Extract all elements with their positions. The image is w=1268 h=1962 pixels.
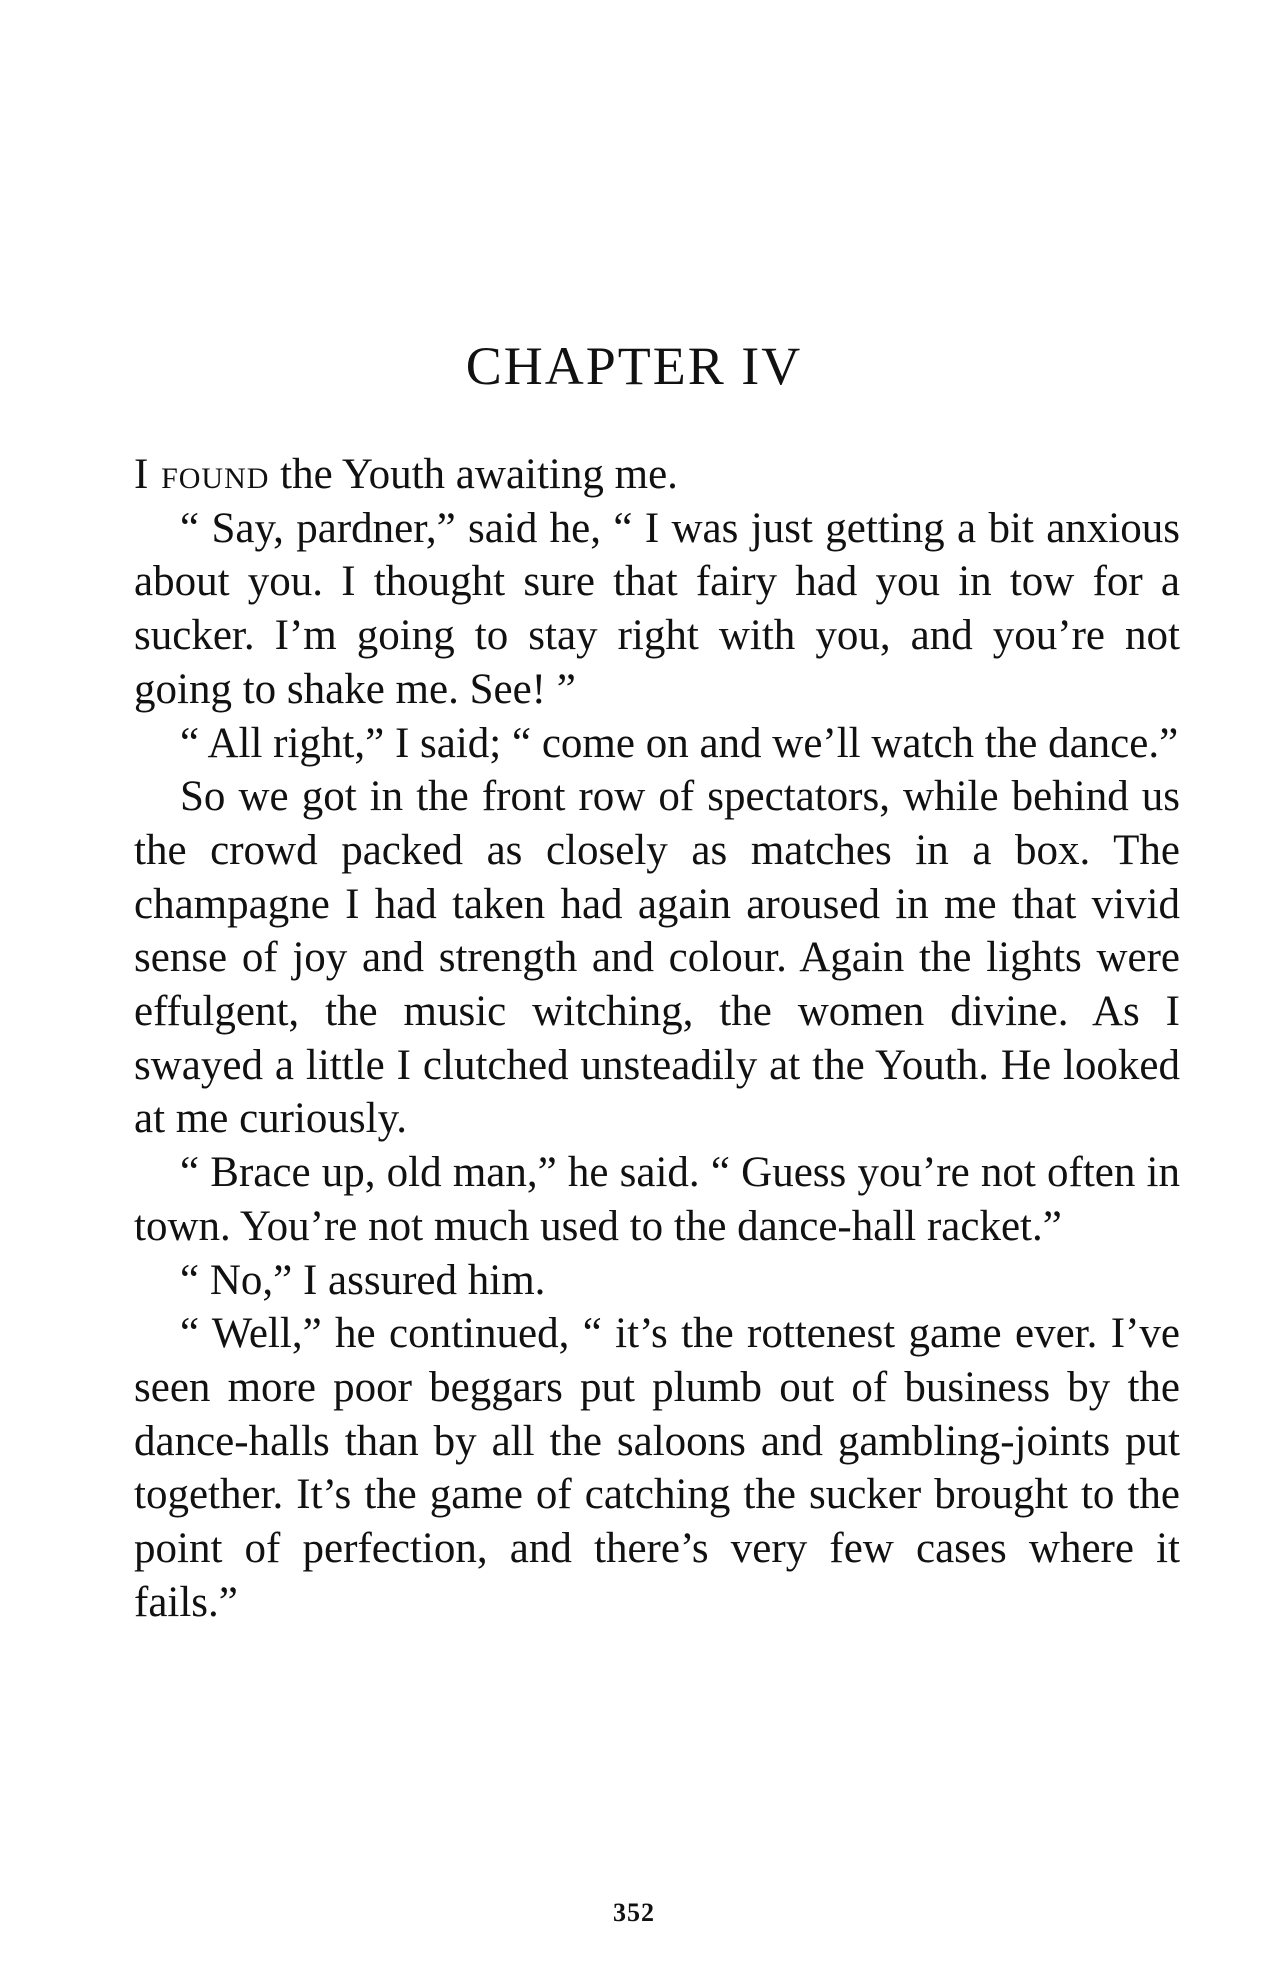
page-number: 352 — [613, 1898, 655, 1927]
paragraph: “ All right,” I said; “ come on and we’ll watch the dance.” — [180, 719, 1179, 767]
paragraph-text: the Youth awaiting me. — [269, 451, 678, 498]
paragraph: “ No,” I assured him. — [180, 1256, 546, 1304]
paragraph: “ Say, pardner,” said he, “ I was just getting a bit anxious about you. I thought sure that fairy had you in tow for a sucker. I’m going to stay right with you, and you’re not going to shake me. See! ” — [134, 504, 1180, 713]
paragraph: “ Well,” he continued, “ it’s the rottenest game ever. I’ve seen more poor beggars put plumb out of business by the dance-halls than by all the saloons and gambling-joints put together. It’s the game of catching the sucker brought to the point of perfection, and there’s very few cases where it fails.” — [134, 1310, 1180, 1626]
paragraph-lead-smallcaps: I found — [134, 451, 270, 498]
paragraph: “ Brace up, old man,” he said. “ Guess you’re not often in town. You’re not much used to the dance-hall racket.” — [134, 1149, 1180, 1250]
chapter-title: CHAPTER IV — [465, 336, 803, 396]
paragraph: So we got in the front row of spectators, while behind us the crowd packed as closely as matches in a box. The champagne I had taken had again aroused in me that vivid sense of joy and strength and colour. Again the lights were effulgent, the music witching, the women divine. As I swayed a little I clutched unsteadily at the Youth. He looked at me curiously. — [134, 773, 1180, 1143]
chapter-body — [134, 448, 1180, 1629]
paragraph — [134, 448, 1180, 502]
